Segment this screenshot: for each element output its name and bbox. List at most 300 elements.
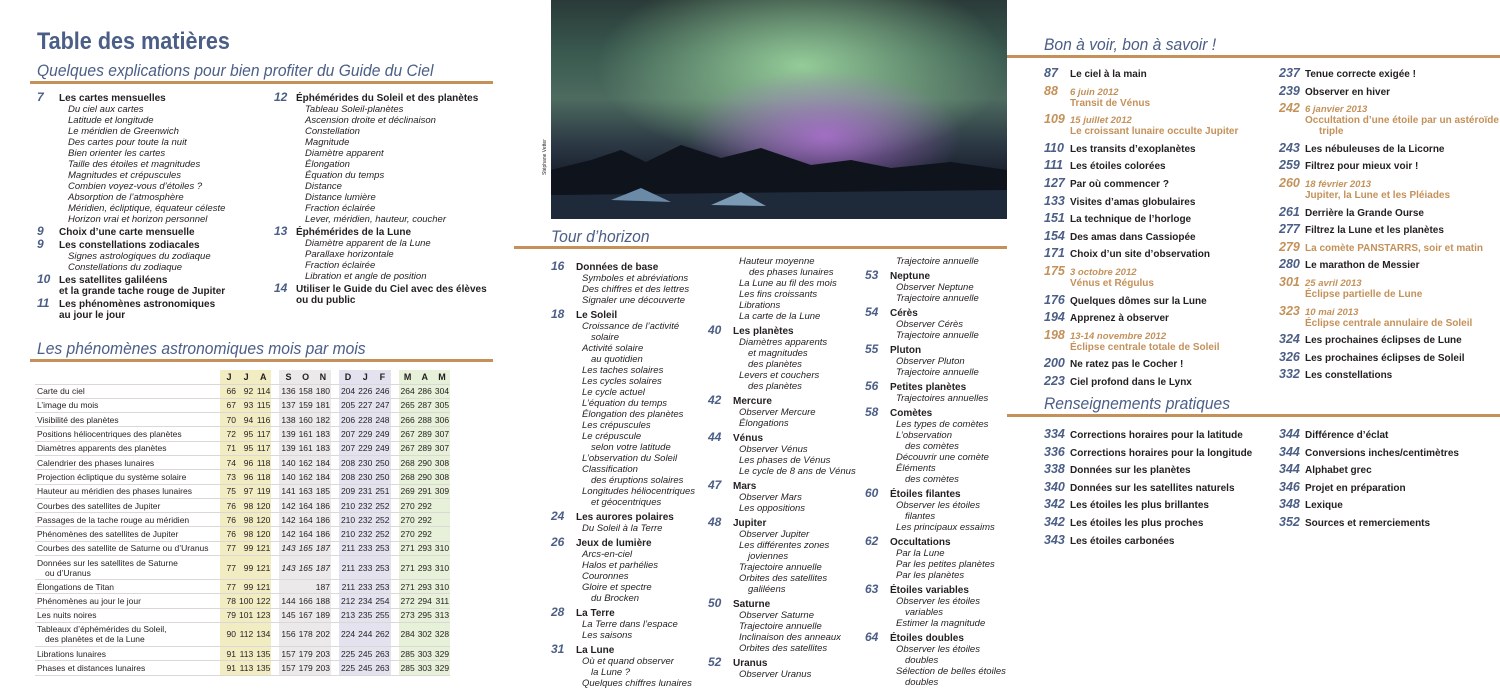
page-cell: 93: [237, 398, 254, 412]
section-title-tour: Tour d’horizon: [551, 227, 650, 246]
page-cell: 308: [433, 470, 450, 484]
page-number: 40: [708, 323, 722, 337]
sub-entry: Par les petites planètes: [896, 559, 995, 570]
page-cell: 270: [399, 513, 416, 527]
toc-entry-head: [274, 283, 494, 295]
page-cell: 179: [297, 661, 314, 675]
page-number: 18: [551, 307, 565, 321]
sub-entry: et magnitudes: [748, 348, 808, 359]
page-cell: 264: [399, 384, 416, 398]
gap-cell: [391, 541, 399, 555]
tour-column-2: [708, 256, 868, 680]
page-number: 133: [1044, 193, 1065, 208]
table-row: [35, 527, 450, 541]
page-number: 198: [1044, 327, 1065, 342]
sub-entry: Magnitude: [305, 137, 350, 148]
gap-cell: [331, 527, 339, 541]
page-cell: 210: [339, 513, 356, 527]
section-title-rens: Renseignements pratiques: [1044, 394, 1231, 413]
sub-entry: Les phases de Vénus: [739, 455, 831, 466]
month-header: M: [433, 370, 450, 384]
gap-cell: [331, 608, 339, 622]
sub-entry: Libration et angle de position: [305, 271, 427, 282]
gap-cell: [331, 384, 339, 398]
sub-entry: Élongation des planètes: [582, 409, 684, 420]
page-cell: 268: [399, 455, 416, 469]
page-cell: 92: [237, 384, 254, 398]
sub-entry: Constellation: [305, 126, 360, 137]
page-cell: 267: [399, 427, 416, 441]
page-cell: 121: [254, 541, 271, 555]
page-cell: 119: [254, 484, 271, 498]
page-cell: 183: [314, 427, 331, 441]
page-number: 7: [37, 90, 44, 104]
sub-entry: et géocentriques: [591, 497, 662, 508]
entry-text: Les prochaines éclipses de Soleil: [1305, 352, 1465, 364]
table-row: [35, 498, 450, 512]
sub-entry: Couronnes: [582, 571, 629, 582]
page-cell: 304: [433, 384, 450, 398]
page-cell: 100: [237, 594, 254, 608]
sub-entry: Estimer la magnitude: [896, 618, 986, 629]
sub-entry: Observer les étoiles: [896, 500, 980, 511]
header-label-cell: [35, 370, 220, 384]
entry-label: Cérès: [890, 308, 918, 319]
page-number: 127: [1044, 175, 1065, 190]
page-cell: 66: [220, 384, 237, 398]
gap-cell: [391, 622, 399, 646]
page-cell: 180: [314, 384, 331, 398]
page-cell: 204: [339, 384, 356, 398]
page-number: 237: [1279, 66, 1300, 80]
page-cell: 270: [399, 498, 416, 512]
page-number: 154: [1044, 228, 1065, 243]
entry-text: Sources et remerciements: [1305, 517, 1431, 529]
toc-row: [1044, 374, 1238, 388]
page-number: 260: [1279, 175, 1300, 190]
entry-label: Petites planètes: [890, 382, 967, 393]
page-cell: 229: [356, 441, 373, 455]
page-number: 87: [1044, 66, 1058, 80]
page-number: 54: [865, 305, 879, 319]
section-title-bon: Bon à voir, bon à savoir !: [1044, 35, 1217, 54]
toc-row: [1044, 229, 1238, 243]
gap-cell: [391, 527, 399, 541]
gap-cell: [271, 470, 279, 484]
page-cell: 165: [297, 541, 314, 555]
page-number: 31: [551, 642, 565, 656]
table-row: [35, 556, 450, 580]
toc-row: [1279, 480, 1459, 494]
gap-cell: [331, 661, 339, 675]
sub-entry: L’observation: [896, 430, 952, 441]
page-number: 344: [1279, 444, 1300, 459]
photo-credit: Stéphane Vetter: [542, 139, 548, 175]
row-label-line1: Élongations de Titan: [37, 581, 115, 592]
page-cell: 136: [279, 384, 296, 398]
page-cell: 203: [314, 661, 331, 675]
page-number: 24: [551, 509, 565, 523]
page-cell: 212: [339, 594, 356, 608]
page-number: 16: [551, 259, 565, 273]
entry-text: Les constellations: [1305, 370, 1393, 382]
page-cell: 293: [416, 541, 433, 555]
page-cell: 310: [433, 556, 450, 580]
toc-row: [1279, 84, 1499, 98]
page-cell: 117: [254, 427, 271, 441]
sub-entry: Méridien, écliptique, équateur céleste: [68, 203, 226, 214]
page-number: 344: [1279, 427, 1300, 441]
page-cell: 284: [399, 622, 416, 646]
page-cell: 76: [220, 527, 237, 541]
toc-entry: [274, 226, 494, 282]
page-cell: 137: [279, 398, 296, 412]
page-cell: 249: [373, 441, 390, 455]
page-cell: 225: [339, 646, 356, 660]
row-label: [35, 427, 220, 441]
page-cell: 293: [416, 556, 433, 580]
sub-entry: Observer Saturne: [739, 610, 814, 621]
month-header: J: [220, 370, 237, 384]
entry-text: Derrière la Grande Ourse: [1305, 207, 1424, 219]
page-cell: 163: [297, 484, 314, 498]
row-label-line2: ou d’Uranus: [45, 567, 91, 578]
page-cell: 262: [373, 622, 390, 646]
toc-row: [1044, 310, 1238, 324]
gap-cell: [331, 398, 339, 412]
row-label-line1: Projection écliptique du système solaire: [37, 471, 187, 482]
toc-entry-head: [551, 607, 711, 619]
aurora-photo: [551, 0, 1007, 219]
sub-entry: Éléments: [896, 463, 936, 474]
sub-entry: Parallaxe horizontale: [305, 249, 394, 260]
sub-entry: Ascension droite et déclinaison: [305, 115, 436, 126]
page-cell: 273: [399, 608, 416, 622]
toc-row: [1279, 367, 1499, 381]
page-cell: [433, 527, 450, 541]
row-label: [35, 384, 220, 398]
entry-label: Saturne: [733, 599, 771, 610]
gap-cell: [271, 556, 279, 580]
toc-row: [1044, 427, 1252, 441]
page-cell: 310: [433, 541, 450, 555]
page-cell: 293: [416, 580, 433, 594]
page-cell: 230: [356, 455, 373, 469]
sub-entry: La Lune au fil des mois: [739, 278, 837, 289]
page-cell: 211: [339, 580, 356, 594]
sub-entry: Observer Jupiter: [739, 529, 810, 540]
toc-row: [1044, 480, 1252, 494]
sub-entry: selon votre latitude: [591, 442, 671, 453]
page-number: 53: [865, 268, 879, 282]
toc-entry: [274, 92, 494, 225]
sub-entry: Diamètres apparents: [739, 337, 828, 348]
page-number: 259: [1279, 158, 1300, 173]
gap-cell: [391, 441, 399, 455]
entry-label: Uranus: [733, 658, 768, 669]
page-cell: 157: [279, 661, 296, 675]
gap-cell: [331, 455, 339, 469]
sub-entry: filantes: [905, 511, 936, 522]
gap-cell: [391, 398, 399, 412]
page-cell: 158: [297, 384, 314, 398]
row-label-line1: L’image du mois: [37, 400, 99, 411]
page-number: 323: [1279, 303, 1300, 318]
sub-entry: Observer les étoiles: [896, 596, 980, 607]
toc-row: [1044, 533, 1252, 547]
toc-row: [1279, 350, 1499, 364]
sub-entry: Les types de comètes: [896, 419, 989, 430]
page-cell: 99: [237, 556, 254, 580]
sub-entry: L’observation du Soleil: [582, 453, 678, 464]
page-cell: 74: [220, 455, 237, 469]
entry-text: Des amas dans Cassiopée: [1070, 231, 1196, 243]
page-cell: 76: [220, 498, 237, 512]
toc-entry: [37, 274, 267, 297]
page-cell: 186: [314, 527, 331, 541]
gap-cell: [331, 427, 339, 441]
gap-cell: [271, 527, 279, 541]
page-number: 176: [1044, 292, 1065, 307]
page-cell: 95: [237, 427, 254, 441]
sub-entry: La carte de la Lune: [739, 311, 821, 322]
page-cell: 135: [254, 646, 271, 660]
gap-cell: [331, 646, 339, 660]
page-number: 47: [708, 478, 722, 492]
page-cell: 271: [399, 541, 416, 555]
table-row: [35, 622, 450, 646]
toc-row: [1279, 141, 1499, 155]
entry-label: Étoiles variables: [890, 585, 969, 596]
gap-cell: [391, 498, 399, 512]
page-cell: 210: [339, 498, 356, 512]
table-row: [35, 513, 450, 527]
gap-cell: [331, 556, 339, 580]
entry-text: [1305, 179, 1450, 201]
page-cell: 287: [416, 398, 433, 412]
page-cell: 164: [297, 498, 314, 512]
entry-date: 15 juillet 2012: [1070, 115, 1132, 127]
entry-label: Les aurores polaires: [576, 512, 674, 523]
sub-entry: Le méridien de Greenwich: [68, 126, 179, 137]
page-cell: 208: [339, 455, 356, 469]
entry-label: Le Soleil: [576, 310, 618, 321]
page-cell: 311: [433, 594, 450, 608]
page-cell: 266: [399, 413, 416, 427]
entry-sub: Transit de Vénus: [1070, 97, 1151, 109]
page-cell: 101: [237, 608, 254, 622]
page-number: 242: [1279, 101, 1300, 116]
toc-row: [1044, 497, 1252, 511]
sub-entry: Lever, méridien, hauteur, coucher: [305, 214, 447, 225]
page-cell: 290: [416, 470, 433, 484]
sub-entry: Signes astrologiques du zodiaque: [68, 251, 211, 262]
page-cell: 305: [433, 398, 450, 412]
page-cell: 202: [314, 622, 331, 646]
entry-label: Les constellations zodiacales: [59, 240, 200, 251]
sub-entry: Équation du temps: [305, 170, 385, 181]
entry-label: Jupiter: [733, 518, 767, 529]
page-number: 48: [708, 515, 722, 529]
page-cell: 90: [220, 622, 237, 646]
toc-entry: [274, 283, 494, 306]
gap-cell: [391, 470, 399, 484]
toc-row: [1279, 176, 1499, 201]
gap-cell: [331, 413, 339, 427]
page-cell: 246: [373, 384, 390, 398]
page-number: 42: [708, 393, 722, 407]
sub-entry: Le cycle actuel: [582, 387, 645, 398]
table-row: [35, 413, 450, 427]
gap-cell: [391, 556, 399, 580]
page-cell: 203: [314, 646, 331, 660]
sub-entry: Constellations du zodiaque: [68, 262, 183, 273]
page-cell: 234: [356, 594, 373, 608]
sub-entry: Diamètre apparent de la Lune: [305, 238, 431, 249]
gap-cell: [391, 455, 399, 469]
page-number: 340: [1044, 479, 1065, 494]
page-cell: 233: [356, 541, 373, 555]
gap-cell: [271, 622, 279, 646]
page-cell: 185: [314, 484, 331, 498]
page-cell: 329: [433, 646, 450, 660]
month-header: A: [254, 370, 271, 384]
toc-entry-head: [865, 270, 1010, 282]
page-cell: 250: [373, 455, 390, 469]
row-label: [35, 580, 220, 594]
row-label: [35, 455, 220, 469]
page-cell: 96: [237, 455, 254, 469]
tour-column-3: [865, 256, 1010, 688]
page-cell: 253: [373, 556, 390, 580]
entry-sub-line2: triple: [1319, 126, 1344, 138]
toc-row: [1044, 462, 1252, 476]
gap-cell: [271, 398, 279, 412]
page-cell: 183: [314, 441, 331, 455]
page-cell: 285: [399, 661, 416, 675]
page-cell: 252: [373, 513, 390, 527]
sub-entry: Les crépuscules: [582, 420, 651, 431]
page-cell: 187: [314, 580, 331, 594]
page-cell: 207: [339, 427, 356, 441]
toc-row: [1044, 445, 1252, 459]
page-cell: 98: [237, 513, 254, 527]
page-cell: 162: [297, 455, 314, 469]
page-cell: 307: [433, 441, 450, 455]
page-number: 352: [1279, 514, 1300, 529]
sub-entry: Absorption de l’atmosphère: [68, 192, 184, 203]
page-cell: 160: [297, 413, 314, 427]
page-cell: 98: [237, 498, 254, 512]
page-cell: 231: [356, 484, 373, 498]
page-cell: 245: [356, 646, 373, 660]
toc-row: [1279, 515, 1459, 529]
row-label-line1: Diamètres apparents des planètes: [37, 443, 167, 454]
page-cell: 226: [356, 384, 373, 398]
sub-entry: Tableau Soleil-planètes: [305, 104, 404, 115]
page-number: 109: [1044, 112, 1065, 127]
page-cell: 235: [356, 608, 373, 622]
page-cell: 209: [339, 484, 356, 498]
page-cell: 112: [237, 622, 254, 646]
page-cell: 165: [297, 556, 314, 580]
page-cell: 186: [314, 498, 331, 512]
page-cell: 72: [220, 427, 237, 441]
page-number: 13: [274, 224, 288, 238]
page-cell: 268: [399, 470, 416, 484]
entry-date: 6 juin 2012: [1070, 86, 1119, 98]
row-label: [35, 413, 220, 427]
month-header: A: [416, 370, 433, 384]
page-cell: 142: [279, 513, 296, 527]
page-number: 336: [1044, 444, 1065, 459]
toc-row: [1044, 293, 1238, 307]
entry-text: [1070, 267, 1154, 289]
page-cell: 123: [254, 608, 271, 622]
sub-entry: Quelques chiffres lunaires: [582, 678, 692, 689]
sub-entry: galiléens: [748, 584, 786, 595]
toc-row: [1044, 176, 1238, 190]
entry-sub: Éclipse centrale annulaire de Soleil: [1305, 317, 1473, 329]
gap-cell: [271, 441, 279, 455]
entry-label-line2: au jour le jour: [59, 310, 126, 321]
sub-entry: solaire: [591, 332, 619, 343]
page-cell: 121: [254, 556, 271, 580]
toc-entry-head: [865, 344, 1010, 356]
sub-entry: Longitudes héliocentriques: [582, 486, 696, 497]
entry-text: Les prochaines éclipses de Lune: [1305, 335, 1462, 347]
gap-cell: [271, 384, 279, 398]
month-header: J: [237, 370, 254, 384]
entry-text: Les transits d’exoplanètes: [1070, 143, 1196, 155]
entry-text: Quelques dômes sur la Lune: [1070, 295, 1207, 307]
page-number: 12: [274, 90, 288, 104]
row-label-line1: Hauteur au méridien des phases lunaires: [37, 486, 192, 497]
entry-text: [1070, 115, 1238, 137]
toc-entry-head: [865, 632, 1010, 644]
toc-entry-head: [708, 598, 868, 610]
page-cell: 189: [314, 608, 331, 622]
entry-text: Filtrez la Lune et les planètes: [1305, 225, 1444, 237]
toc-entry-head: [708, 395, 868, 407]
page-cell: 142: [279, 527, 296, 541]
entry-date: 10 mai 2013: [1305, 306, 1359, 318]
page-cell: 286: [416, 384, 433, 398]
page-cell: 227: [356, 398, 373, 412]
page-cell: 117: [254, 441, 271, 455]
sub-entry: Arcs-en-ciel: [582, 549, 633, 560]
sub-entry: Orbites des satellites: [739, 573, 828, 584]
sub-entry: Élongation: [305, 159, 350, 170]
sub-entry: La Terre dans l’espace: [582, 619, 678, 630]
gap-cell: [331, 441, 339, 455]
page-cell: 122: [254, 594, 271, 608]
sub-entry: Trajectoire annuelle: [896, 256, 979, 267]
entry-date: 25 avril 2013: [1305, 277, 1362, 289]
page-cell: 270: [399, 527, 416, 541]
toc-entry-head: [37, 226, 267, 238]
entry-text: Le ciel à la main: [1070, 69, 1147, 80]
page-cell: 265: [399, 398, 416, 412]
entry-text: Par où commencer ?: [1070, 178, 1169, 190]
page-cell: 138: [279, 413, 296, 427]
sub-entry: Les principaux essaims: [896, 522, 995, 533]
page-number: 9: [37, 237, 44, 251]
page-cell: 164: [297, 527, 314, 541]
page-cell: 229: [356, 427, 373, 441]
gap-cell: [331, 513, 339, 527]
table-row: [35, 470, 450, 484]
